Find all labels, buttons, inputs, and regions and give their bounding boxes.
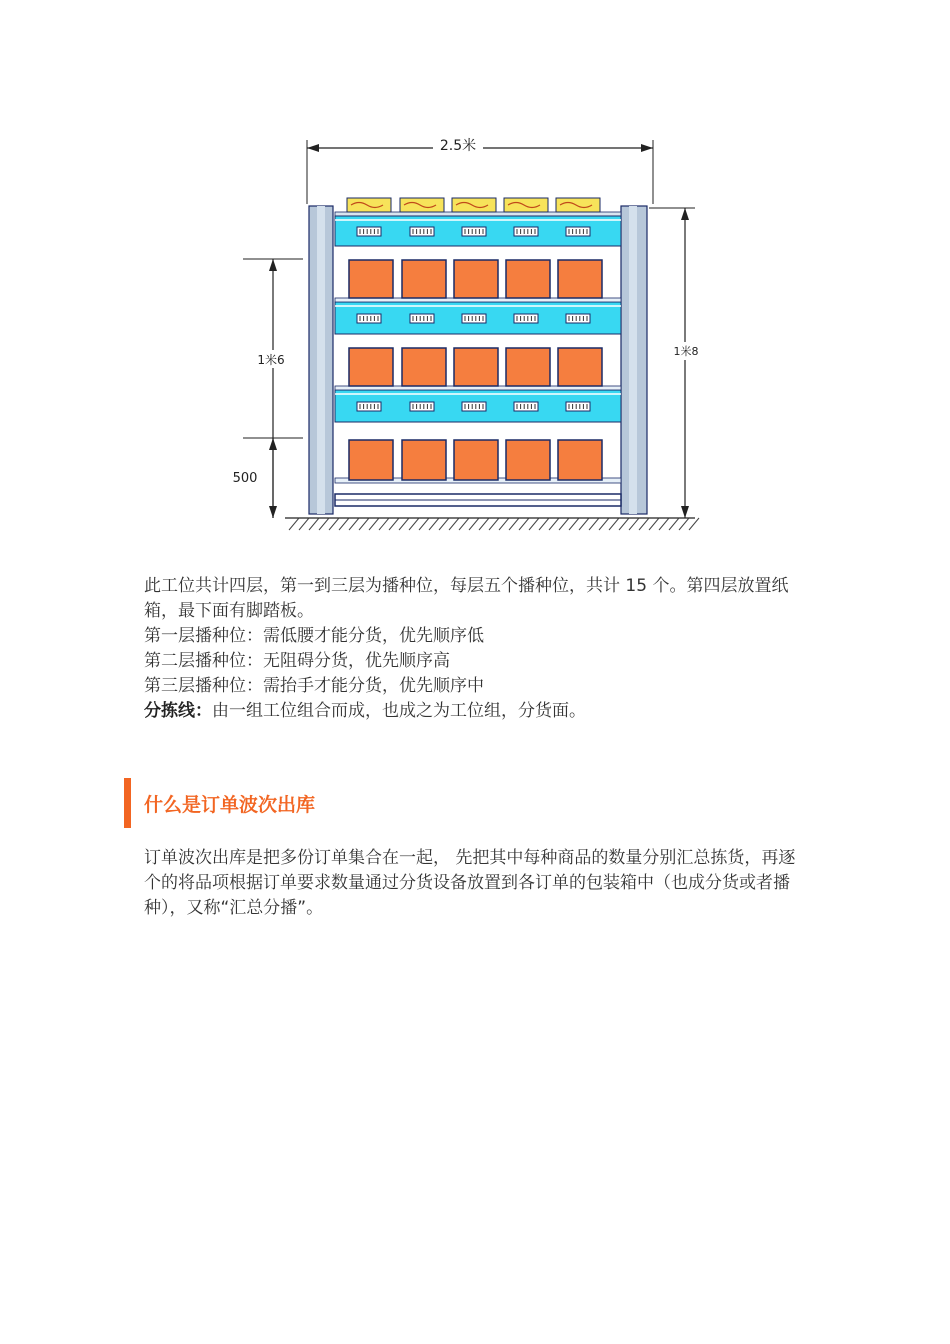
hatch-stroke — [439, 518, 449, 530]
sorting-box-3-4 — [506, 440, 550, 480]
hatch-stroke — [549, 518, 559, 530]
sorting-box-1-1 — [349, 260, 393, 298]
hatch-stroke — [599, 518, 609, 530]
shelf-label-3-3 — [462, 402, 486, 411]
width-arrow-right — [641, 144, 653, 152]
hatch-stroke — [559, 518, 569, 530]
sorting-box-2-4 — [506, 348, 550, 386]
shelf-label-1-5 — [566, 227, 590, 236]
sorting-box-3-5 — [558, 440, 602, 480]
shelf-label-2-1 — [357, 314, 381, 323]
hatch-stroke — [479, 518, 489, 530]
right-post-highlight — [629, 206, 637, 514]
bottom-height-label: 500 — [232, 471, 258, 486]
sorting-box-3-1 — [349, 440, 393, 480]
hatch-stroke — [299, 518, 309, 530]
hatch-stroke — [669, 518, 679, 530]
sorting-box-1-3 — [454, 260, 498, 298]
hatch-stroke — [489, 518, 499, 530]
hatch-stroke — [509, 518, 519, 530]
shelf-diagram — [225, 128, 725, 548]
paper-box-5 — [556, 198, 600, 212]
paper-box-1 — [347, 198, 391, 212]
hatch-stroke — [379, 518, 389, 530]
hatch-stroke — [499, 518, 509, 530]
layer3-description: 第三层播种位：需抬手才能分货，优先顺序中 — [144, 676, 484, 696]
layer2-description: 第二层播种位：无阻碍分货，优先顺序高 — [144, 651, 450, 671]
hatch-stroke — [389, 518, 399, 530]
hatch-stroke — [649, 518, 659, 530]
section-accent-bar — [124, 778, 131, 828]
hatch-stroke — [329, 518, 339, 530]
layer1-description: 第一层播种位：需低腰才能分货，优先顺序低 — [144, 626, 484, 646]
shelf-label-2-5 — [566, 314, 590, 323]
hatch-stroke — [679, 518, 689, 530]
hatch-stroke — [539, 518, 549, 530]
paper-box-row — [347, 198, 600, 212]
sort-line-label: 分拣线： — [144, 701, 212, 721]
hatch-stroke — [609, 518, 619, 530]
hatch-stroke — [629, 518, 639, 530]
paper-box-2 — [400, 198, 444, 212]
hatch-stroke — [409, 518, 419, 530]
sort-line-description — [144, 699, 808, 724]
shelf-label-3-4 — [514, 402, 538, 411]
right-height-label: 1米8 — [673, 345, 699, 358]
shelf-label-2-2 — [410, 314, 434, 323]
hatch-stroke — [589, 518, 599, 530]
hatch-stroke — [469, 518, 479, 530]
shelf-label-3-2 — [410, 402, 434, 411]
sorting-box-2-1 — [349, 348, 393, 386]
hatch-stroke — [289, 518, 299, 530]
hatch-stroke — [639, 518, 649, 530]
section-body — [144, 846, 808, 921]
shelf-label-2-4 — [514, 314, 538, 323]
shelf-diagram-svg — [225, 128, 725, 548]
hatch-stroke — [319, 518, 329, 530]
hatch-stroke — [659, 518, 669, 530]
sorting-box-3-3 — [454, 440, 498, 480]
hatch-stroke — [429, 518, 439, 530]
right-dim-arrow-top — [681, 208, 689, 220]
hatch-stroke — [529, 518, 539, 530]
left-dim-arrow-top — [269, 259, 277, 271]
section-title: 什么是订单波次出库 — [144, 793, 316, 816]
hatch-stroke — [569, 518, 579, 530]
hatch-stroke — [449, 518, 459, 530]
sort-line-text: 由一组工位组合而成，也成之为工位组，分货面。 — [212, 701, 586, 721]
sorting-box-1-5 — [558, 260, 602, 298]
shelf-label-1-4 — [514, 227, 538, 236]
intro-block — [144, 574, 808, 724]
sorting-box-3-2 — [402, 440, 446, 480]
hatch-stroke — [309, 518, 319, 530]
shelf-label-2-3 — [462, 314, 486, 323]
shelf-label-1-1 — [357, 227, 381, 236]
hatch-stroke — [619, 518, 629, 530]
sorting-box-2-3 — [454, 348, 498, 386]
hatch-stroke — [399, 518, 409, 530]
left-post-highlight — [317, 206, 325, 514]
sorting-box-1-2 — [402, 260, 446, 298]
shelf-label-1-3 — [462, 227, 486, 236]
ground-hatch — [289, 518, 699, 530]
width-arrow-left — [307, 144, 319, 152]
paper-box-4 — [504, 198, 548, 212]
hatch-stroke — [419, 518, 429, 530]
section-heading — [124, 778, 315, 828]
shelf-label-3-1 — [357, 402, 381, 411]
hatch-stroke — [689, 518, 699, 530]
hatch-stroke — [519, 518, 529, 530]
hatch-stroke — [459, 518, 469, 530]
bottom-dim-arrow-top — [269, 438, 277, 450]
shelf-label-3-5 — [566, 402, 590, 411]
left-height-label: 1米6 — [257, 353, 285, 367]
hatch-stroke — [369, 518, 379, 530]
sorting-boxes — [349, 260, 602, 480]
shelf-label-1-2 — [410, 227, 434, 236]
hatch-stroke — [339, 518, 349, 530]
hatch-stroke — [349, 518, 359, 530]
sorting-box-1-4 — [506, 260, 550, 298]
right-dim-arrow-bottom — [681, 506, 689, 518]
sorting-box-2-5 — [558, 348, 602, 386]
intro-paragraph: 此工位共计四层，第一到三层为播种位，每层五个播种位，共计 15 个。第四层放置纸箱，最下面有脚踏板。 — [144, 576, 789, 621]
width-label: 2.5米 — [439, 138, 477, 154]
hatch-stroke — [359, 518, 369, 530]
sorting-box-2-2 — [402, 348, 446, 386]
section-paragraph: 订单波次出库是把多份订单集合在一起， 先把其中每种商品的数量分别汇总拣货，再逐个的将品项根据订单要求数量通过分货设备放置到各订单的包装箱中（也成分货或者播种），又称“汇总分播”。 — [144, 848, 796, 918]
paper-box-3 — [452, 198, 496, 212]
hatch-stroke — [579, 518, 589, 530]
top-tray — [335, 212, 621, 216]
